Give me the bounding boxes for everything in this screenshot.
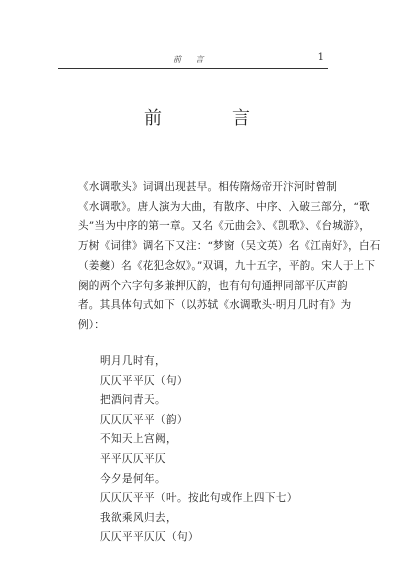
verse-line: 明月几时有， [100, 355, 166, 367]
tone-pattern-line: 仄仄仄平平（叶。按此句或作上四下七） [100, 492, 298, 505]
paragraph-line: 《水调歌》。唐人演为大曲，有散序、中序、入破三部分，“歌 [78, 200, 370, 213]
verse-example [100, 352, 298, 548]
paragraph-line: 万树《词律》调名下又注：“梦窗（吴文英）名《江南好》，白石 [78, 240, 381, 253]
tone-pattern-line: 仄仄仄平平（韵） [100, 413, 188, 426]
paragraph-line: 头”当为中序的第一章。又名《元曲会》、《凯歌》、《台城游》， [78, 220, 371, 233]
paragraph-line: 例）： [78, 318, 106, 331]
running-header [58, 54, 328, 69]
verse-line: 把酒问青天。 [100, 394, 166, 407]
verse-line: 今夕是何年。 [100, 472, 166, 485]
verse-line: 我欲乘风归去， [100, 511, 177, 524]
running-title: 前 言 [173, 55, 210, 64]
intro-paragraph [78, 178, 381, 336]
tone-pattern-line: 仄仄平平仄（句） [100, 374, 188, 387]
tone-pattern-line: 平平仄仄平仄 [100, 452, 166, 465]
page-number: 1 [317, 52, 324, 63]
tone-pattern-line: 仄仄平平仄仄（句） [100, 531, 199, 544]
paragraph-line: （姜夔）名《花犯念奴》。”双调，九十五字，平韵。宋人于上下 [78, 259, 376, 272]
chapter-title: 前 言 [144, 108, 276, 129]
paragraph-line: 者。其具体句式如下（以苏轼《水调歌头·明月几时有》为 [78, 299, 352, 312]
paragraph-line: 阕的两个六字句多兼押仄韵，也有句句通押同部平仄声韵 [78, 279, 348, 292]
verse-line: 不知天上宫阙， [100, 433, 177, 446]
paragraph-line: 《水调歌头》词调出现甚早。相传隋炀帝开汴河时曾制 [78, 181, 338, 193]
